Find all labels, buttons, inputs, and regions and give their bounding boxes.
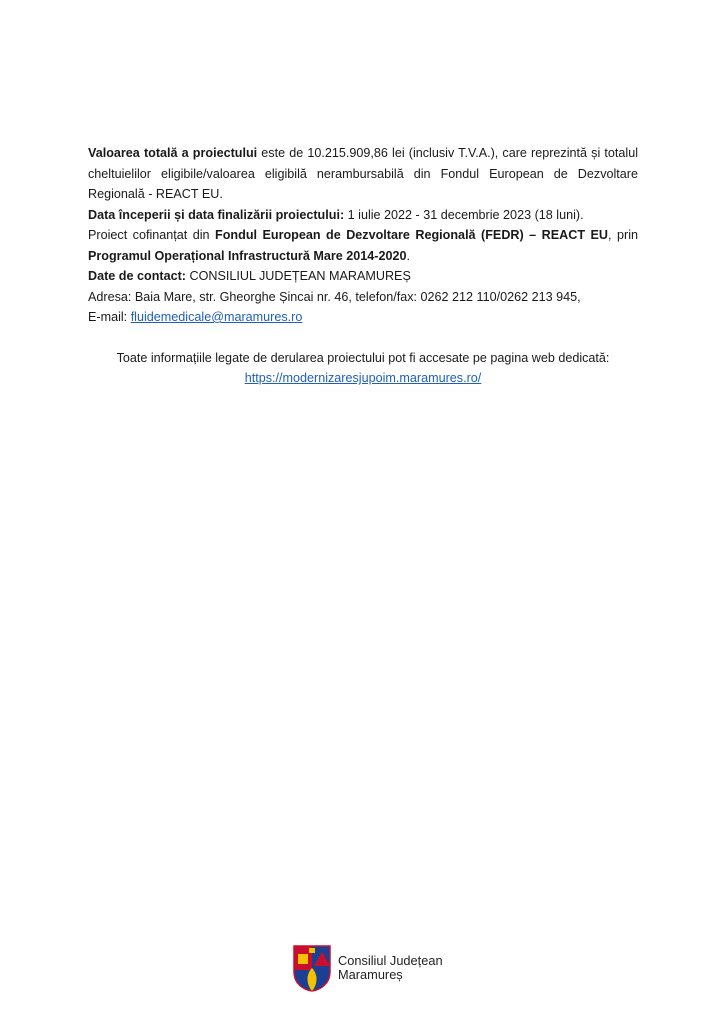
text-contact: CONSILIUL JUDEȚEAN MARAMUREȘ — [185, 269, 411, 283]
footer-logo — [292, 944, 443, 992]
text-website: Toate informațiile legate de derularea proiectului pot fi accesate pe pagina web dedicată: — [116, 350, 610, 365]
email-link[interactable]: fluidemedicale@maramures.ro — [130, 310, 303, 324]
label-project-value: Valoarea totală a proiectului — [88, 146, 258, 160]
label-project-dates: Data începerii și data finalizării proiectului: — [88, 207, 345, 222]
coat-of-arms-icon — [292, 944, 332, 992]
paragraph-project-value — [88, 143, 638, 205]
website-link[interactable]: https://modernizaresjupoim.maramures.ro/ — [244, 371, 482, 385]
label-email: E-mail: — [88, 310, 131, 324]
footer-logo-text — [338, 954, 443, 982]
text-address: Adresa: Baia Mare, str. Gheorghe Șincai nr. 46, telefon/fax: 0262 212 110/0262 213 945, — [88, 289, 581, 304]
text-project-value: este de 10.215.909,86 lei (inclusiv T.V.A.), care reprezintă și totalul cheltuielilor eligibile/valoarea eligibilă nerambursabilă din Fondul European de Dezvoltare Regională - REACT EU. — [88, 146, 638, 201]
paragraph-contact — [88, 266, 638, 287]
paragraph-project-dates — [88, 205, 638, 226]
text-cofinancing-2: , prin — [608, 228, 638, 242]
paragraph-address — [88, 287, 638, 308]
text-project-dates: 1 iulie 2022 - 31 decembrie 2023 (18 luni). — [344, 207, 584, 222]
programme-name: Programul Operațional Infrastructură Mare 2014-2020 — [88, 248, 407, 263]
text-cofinancing-1: Proiect cofinanțat din — [88, 228, 216, 242]
text-cofinancing-3: . — [406, 248, 410, 263]
paragraph-cofinancing — [88, 225, 638, 266]
paragraph-website — [88, 348, 638, 389]
document-body — [88, 143, 638, 389]
label-contact: Date de contact: — [88, 269, 186, 283]
footer-line-2: Maramureș — [338, 967, 403, 982]
footer-line-1: Consiliul Județean — [338, 953, 443, 968]
paragraph-email — [88, 307, 638, 328]
fund-name: Fondul European de Dezvoltare Regională (FEDR) – REACT EU — [215, 228, 609, 242]
